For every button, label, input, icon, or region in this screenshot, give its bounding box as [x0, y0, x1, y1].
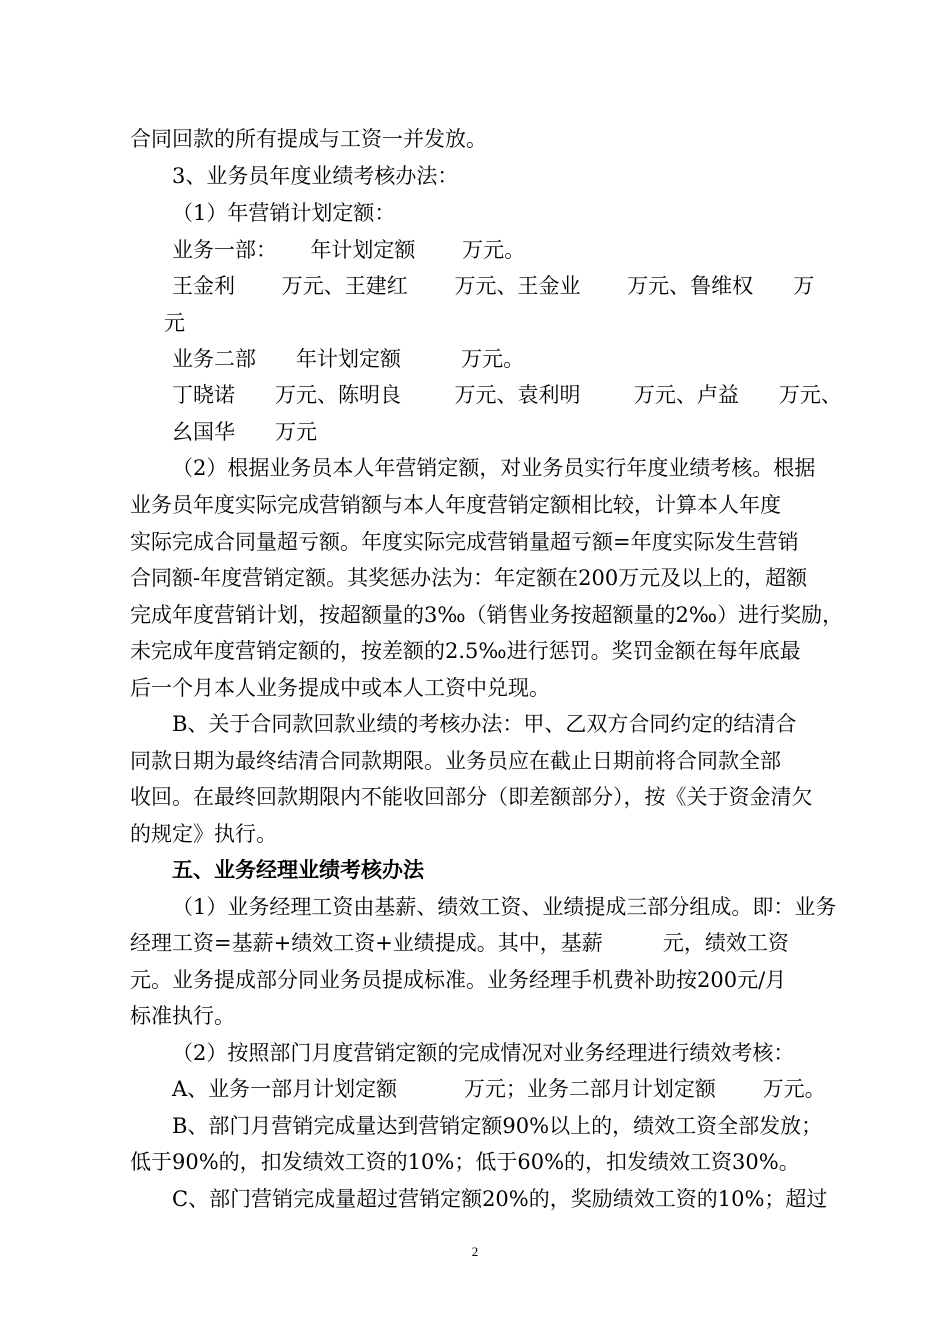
text-line: 实际完成合同量超亏额。年度实际完成营销量超亏额=年度实际发生营销 [130, 530, 799, 554]
text-line: C、部门营销完成量超过营销定额20%的，奖励绩效工资的10%；超过 [172, 1187, 828, 1211]
text-line: 元 [164, 311, 185, 335]
text-line: 幺国华 万元 [172, 420, 318, 444]
text-line: 王金利 万元、王建红 万元、王金业 万元、鲁维权 万 [172, 274, 815, 298]
text-line: （2）根据业务员本人年营销定额，对业务员实行年度业绩考核。根据 [172, 456, 816, 480]
text-line: 的规定》执行。 [130, 822, 277, 846]
text-line: 经理工资=基薪+绩效工资+业绩提成。其中，基薪 元，绩效工资 [130, 931, 789, 955]
text-line: （1）年营销计划定额： [172, 201, 396, 225]
text-line: 低于90%的，扣发绩效工资的10%；低于60%的，扣发绩效工资30%。 [130, 1150, 800, 1174]
text-line: 收回。在最终回款期限内不能收回部分（即差额部分），按《关于资金清欠 [130, 785, 813, 809]
page-number: 2 [471, 1244, 479, 1259]
text-line: 完成年度营销计划，按超额量的3‰（销售业务按超额量的2‰）进行奖励， [130, 603, 844, 627]
text-line: B、部门月营销完成量达到营销定额90%以上的，绩效工资全部发放； [172, 1114, 823, 1138]
text-line: 业务一部： 年计划定额 万元。 [172, 238, 526, 262]
text-line: （1）业务经理工资由基薪、绩效工资、业绩提成三部分组成。即：业务 [172, 895, 837, 919]
text-line: 元。业务提成部分同业务员提成标准。业务经理手机费补助按200元/月 [130, 968, 787, 992]
text-line: 3、业务员年度业绩考核办法： [172, 164, 459, 188]
text-line: B、关于合同款回款业绩的考核办法：甲、乙双方合同约定的结清合 [172, 712, 797, 736]
text-line: 合同额-年度营销定额。其奖惩办法为：年定额在200万元及以上的，超额 [130, 566, 808, 590]
text-line: 后一个月本人业务提成中或本人工资中兑现。 [130, 676, 550, 700]
text-line: 未完成年度营销定额的，按差额的2.5‰进行惩罚。奖罚金额在每年底最 [130, 639, 801, 663]
text-line: 合同回款的所有提成与工资一并发放。 [130, 127, 487, 151]
text-line: 标准执行。 [130, 1004, 235, 1028]
text-line: 业务员年度实际完成营销额与本人年度营销定额相比较，计算本人年度 [130, 493, 781, 517]
text-line: 业务二部 年计划定额 万元。 [172, 347, 525, 371]
text-line: 丁晓诺 万元、陈明良 万元、袁利明 万元、卢益 万元、 [172, 383, 842, 407]
text-line: （2）按照部门月度营销定额的完成情况对业务经理进行绩效考核： [172, 1041, 795, 1065]
text-line: 同款日期为最终结清合同款期限。业务员应在截止日期前将合同款全部 [130, 749, 781, 773]
text-line: A、业务一部月计划定额 万元；业务二部月计划定额 万元。 [172, 1077, 826, 1101]
section-heading: 五、业务经理业绩考核办法 [172, 857, 424, 882]
